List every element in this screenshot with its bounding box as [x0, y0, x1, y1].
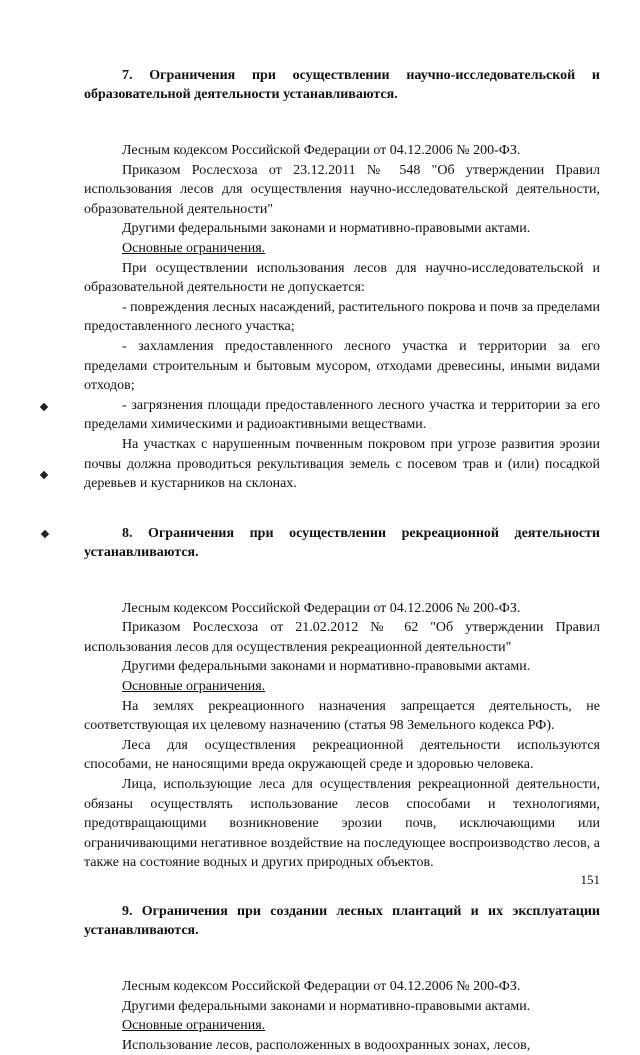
section-7-other-acts: Другими федеральными законами и нормативно-правовыми актами.: [122, 221, 531, 237]
section-8-other-acts: Другими федеральными законами и нормативно-правовыми актами.: [122, 659, 531, 675]
section-9-restrictions-label: Основные ограничения.: [122, 1018, 266, 1034]
section-7-restriction: На участках с нарушенным почвенным покровом при угрозе развития эрозии почвы должна проводиться рекультивация земель с посевом трав и (или) посадкой деревьев и кустарников на склонах.: [84, 436, 600, 492]
section-9-heading: 9. Ограничения при создании лесных плантаций и их эксплуатации устанавливаются.: [84, 904, 600, 938]
section-8: [84, 524, 600, 873]
section-7-restriction: - загрязнения площади предоставленного лесного участка и территории за его пределами химическими и радиоактивными веществами.: [84, 397, 600, 433]
margin-bullet-mark: [40, 471, 48, 479]
margin-bullet-mark: [41, 530, 49, 538]
section-7: [84, 66, 600, 494]
section-7-law: Лесным кодексом Российской Федерации от 04.12.2006 № 200-ФЗ.: [122, 143, 521, 158]
section-7-restriction: - захламления предоставленного лесного участка и территории за его пределами строительным и бытовым мусором, отходами древесины, иными видами отходов;: [84, 338, 600, 394]
section-7-heading: 7. Ограничения при осуществлении научно-исследовательской и образовательной деятельности устанавливаются.: [84, 68, 600, 102]
section-7-order: Приказом Рослесхоза от 23.12.2011 № 548 "Об утверждении Правил использования лесов для осуществления научно-исследовательской деятельности, образовательной деятельности": [84, 162, 600, 217]
section-9-restriction: Использование лесов, расположенных в водоохранных зонах, лесов,: [122, 1037, 531, 1053]
section-9: [84, 902, 600, 1055]
section-9-other-acts: Другими федеральными законами и нормативно-правовыми актами.: [122, 998, 531, 1014]
section-7-restrictions-label: Основные ограничения.: [122, 240, 266, 256]
section-8-restriction: На землях рекреационного назначения запрещается деятельность, не соответствующая их целевому назначению (статья 98 Земельного кодекса РФ).: [84, 698, 600, 734]
section-7-restriction: - повреждения лесных насаждений, растительного покрова и почв за пределами предоставленного лесного участка;: [84, 299, 600, 335]
section-9-law: Лесным кодексом Российской Федерации от 04.12.2006 № 200-ФЗ.: [122, 979, 521, 994]
section-8-restriction: Лица, использующие леса для осуществления рекреационной деятельности, обязаны осуществлять использование лесов способами и технологиями, предотвращающими возникновение эрозии почв, исключающими или ограничивающими негативное воздействие на последующее воспроизводство лесов, а также на состояние водных и других природных объектов.: [84, 777, 600, 871]
section-8-restriction: Леса для осуществления рекреационной деятельности используются способами, не наносящими вреда окружающей среде и здоровью человека.: [84, 737, 600, 773]
section-8-order: Приказом Рослесхоза от 21.02.2012 № 62 "Об утверждении Правил использования лесов для осуществления рекреационной деятельности": [84, 620, 600, 655]
section-7-restriction: При осуществлении использования лесов для научно-исследовательской и образовательной деятельности не допускается:: [84, 260, 600, 296]
section-8-heading: 8. Ограничения при осуществлении рекреационной деятельности устанавливаются.: [84, 525, 600, 560]
page-number: 151: [580, 872, 600, 887]
section-8-restrictions-label: Основные ограничения.: [122, 679, 266, 695]
margin-bullet-mark: [40, 403, 48, 411]
section-8-law: Лесным кодексом Российской Федерации от 04.12.2006 № 200-ФЗ.: [122, 600, 521, 616]
